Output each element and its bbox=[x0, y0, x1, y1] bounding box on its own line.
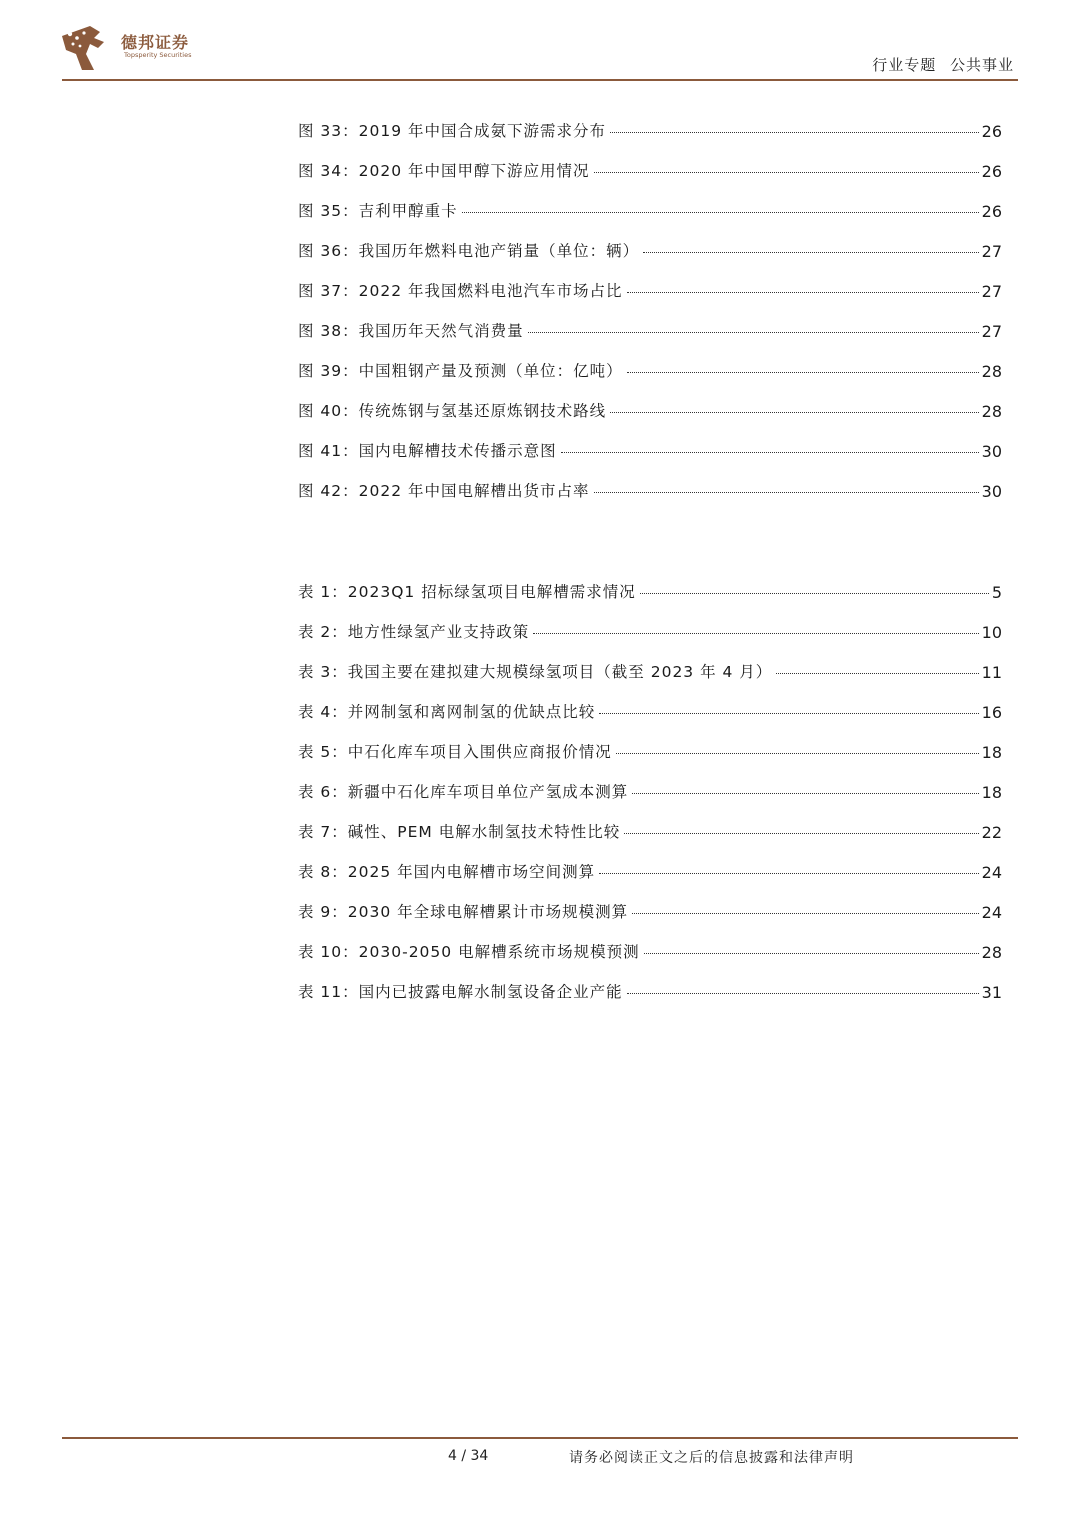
figure-toc-entry[interactable] bbox=[298, 261, 1002, 301]
toc-entry-label: 图 37：2022 年我国燃料电池汽车市场占比 bbox=[298, 282, 623, 300]
toc-entry-page: 18 bbox=[981, 783, 1002, 802]
toc-entry-label: 表 9：2030 年全球电解槽累计市场规模测算 bbox=[298, 903, 629, 921]
figure-toc-entry[interactable] bbox=[298, 141, 1002, 181]
toc-entry-label: 表 1：2023Q1 招标绿氢项目电解槽需求情况 bbox=[298, 583, 636, 601]
dot-leader bbox=[632, 913, 978, 914]
figure-toc-entry[interactable] bbox=[298, 301, 1002, 341]
report-category bbox=[864, 54, 1014, 75]
toc-entry-label: 图 41：国内电解槽技术传播示意图 bbox=[298, 442, 557, 460]
dot-leader bbox=[644, 953, 979, 954]
toc-entry-label: 表 5：中石化库车项目入围供应商报价情况 bbox=[298, 743, 612, 761]
figure-toc-entry[interactable] bbox=[298, 461, 1002, 501]
report-sector: 公共事业 bbox=[949, 56, 1014, 74]
toc-entry-page: 28 bbox=[981, 402, 1002, 421]
logo-chinese-name: 德邦证券 bbox=[121, 33, 190, 52]
toc-entry-page: 11 bbox=[981, 663, 1002, 682]
dot-leader bbox=[610, 132, 979, 133]
toc-entry-label: 图 38：我国历年天然气消费量 bbox=[298, 322, 524, 340]
toc-entry-page: 27 bbox=[981, 282, 1002, 301]
topsperity-logo-icon bbox=[60, 24, 112, 74]
toc-entry-page: 28 bbox=[981, 943, 1002, 962]
table-index bbox=[298, 562, 1002, 1002]
toc-entry-page: 26 bbox=[981, 202, 1002, 221]
dot-leader bbox=[594, 172, 979, 173]
table-toc-entry[interactable] bbox=[298, 922, 1002, 962]
toc-entry-page: 10 bbox=[981, 623, 1002, 642]
dot-leader bbox=[528, 332, 979, 333]
toc-entry-page: 5 bbox=[991, 583, 1002, 602]
dot-leader bbox=[599, 713, 978, 714]
dot-leader bbox=[594, 492, 979, 493]
page-header bbox=[0, 0, 1080, 90]
table-toc-entry[interactable] bbox=[298, 722, 1002, 762]
table-toc-entry[interactable] bbox=[298, 962, 1002, 1002]
toc-entry-label: 表 11：国内已披露电解水制氢设备企业产能 bbox=[298, 983, 623, 1001]
toc-entry-page: 30 bbox=[981, 442, 1002, 461]
toc-entry-label: 表 3：我国主要在建拟建大规模绿氢项目（截至 2023 年 4 月） bbox=[298, 663, 773, 681]
toc-entry-page: 27 bbox=[981, 322, 1002, 341]
dot-leader bbox=[599, 873, 978, 874]
header-divider bbox=[62, 79, 1018, 81]
toc-entry-page: 28 bbox=[981, 362, 1002, 381]
toc-entry-page: 22 bbox=[981, 823, 1002, 842]
dot-leader bbox=[776, 673, 978, 674]
toc-entry-page: 16 bbox=[981, 703, 1002, 722]
dot-leader bbox=[640, 593, 989, 594]
toc-entry-label: 图 33：2019 年中国合成氨下游需求分布 bbox=[298, 122, 607, 140]
footer-divider bbox=[62, 1437, 1018, 1439]
table-toc-entry[interactable] bbox=[298, 562, 1002, 602]
toc-entry-page: 30 bbox=[981, 482, 1002, 501]
table-toc-entry[interactable] bbox=[298, 682, 1002, 722]
toc-entry-page: 31 bbox=[981, 983, 1002, 1002]
report-type: 行业专题 bbox=[872, 56, 937, 74]
dot-leader bbox=[616, 753, 979, 754]
logo-english-name: Topsperity Securities bbox=[124, 51, 192, 59]
table-toc-entry[interactable] bbox=[298, 842, 1002, 882]
table-toc-entry[interactable] bbox=[298, 762, 1002, 802]
table-toc-entry[interactable] bbox=[298, 882, 1002, 922]
table-toc-entry[interactable] bbox=[298, 802, 1002, 842]
toc-entry-label: 表 2：地方性绿氢产业支持政策 bbox=[298, 623, 530, 641]
figure-toc-entry[interactable] bbox=[298, 341, 1002, 381]
dot-leader bbox=[627, 993, 979, 994]
dot-leader bbox=[610, 412, 978, 413]
toc-entry-label: 图 40：传统炼钢与氢基还原炼钢技术路线 bbox=[298, 402, 607, 420]
toc-entry-label: 表 7：碱性、PEM 电解水制氢技术特性比较 bbox=[298, 823, 621, 841]
figure-toc-entry[interactable] bbox=[298, 101, 1002, 141]
dot-leader bbox=[561, 452, 979, 453]
table-toc-entry[interactable] bbox=[298, 642, 1002, 682]
figure-index bbox=[298, 101, 1002, 501]
toc-entry-page: 26 bbox=[981, 122, 1002, 141]
figure-toc-entry[interactable] bbox=[298, 381, 1002, 421]
toc-entry-label: 表 4：并网制氢和离网制氢的优缺点比较 bbox=[298, 703, 596, 721]
toc-entry-page: 24 bbox=[981, 903, 1002, 922]
dot-leader bbox=[632, 793, 978, 794]
dot-leader bbox=[627, 292, 979, 293]
toc-entry-page: 24 bbox=[981, 863, 1002, 882]
toc-entry-label: 图 36：我国历年燃料电池产销量（单位：辆） bbox=[298, 242, 640, 260]
toc-entry-page: 26 bbox=[981, 162, 1002, 181]
toc-entry-label: 图 42：2022 年中国电解槽出货市占率 bbox=[298, 482, 590, 500]
toc-entry-page: 27 bbox=[981, 242, 1002, 261]
toc-entry-label: 表 6：新疆中石化库车项目单位产氢成本测算 bbox=[298, 783, 629, 801]
dot-leader bbox=[627, 372, 979, 373]
figure-toc-entry[interactable] bbox=[298, 221, 1002, 261]
page-number: 4 / 34 bbox=[448, 1448, 489, 1464]
figure-toc-entry[interactable] bbox=[298, 181, 1002, 221]
toc-entry-label: 表 8：2025 年国内电解槽市场空间测算 bbox=[298, 863, 596, 881]
toc-entry-label: 图 35：吉利甲醇重卡 bbox=[298, 202, 458, 220]
toc-entry-page: 18 bbox=[981, 743, 1002, 762]
figure-toc-entry[interactable] bbox=[298, 421, 1002, 461]
disclaimer-text: 请务必阅读正文之后的信息披露和法律声明 bbox=[569, 1450, 854, 1466]
dot-leader bbox=[462, 212, 979, 213]
toc-entry-label: 表 10：2030-2050 电解槽系统市场规模预测 bbox=[298, 943, 640, 961]
toc-entry-label: 图 34：2020 年中国甲醇下游应用情况 bbox=[298, 162, 590, 180]
dot-leader bbox=[624, 833, 978, 834]
table-toc-entry[interactable] bbox=[298, 602, 1002, 642]
toc-entry-label: 图 39：中国粗钢产量及预测（单位：亿吨） bbox=[298, 362, 623, 380]
dot-leader bbox=[533, 633, 978, 634]
dot-leader bbox=[643, 252, 978, 253]
